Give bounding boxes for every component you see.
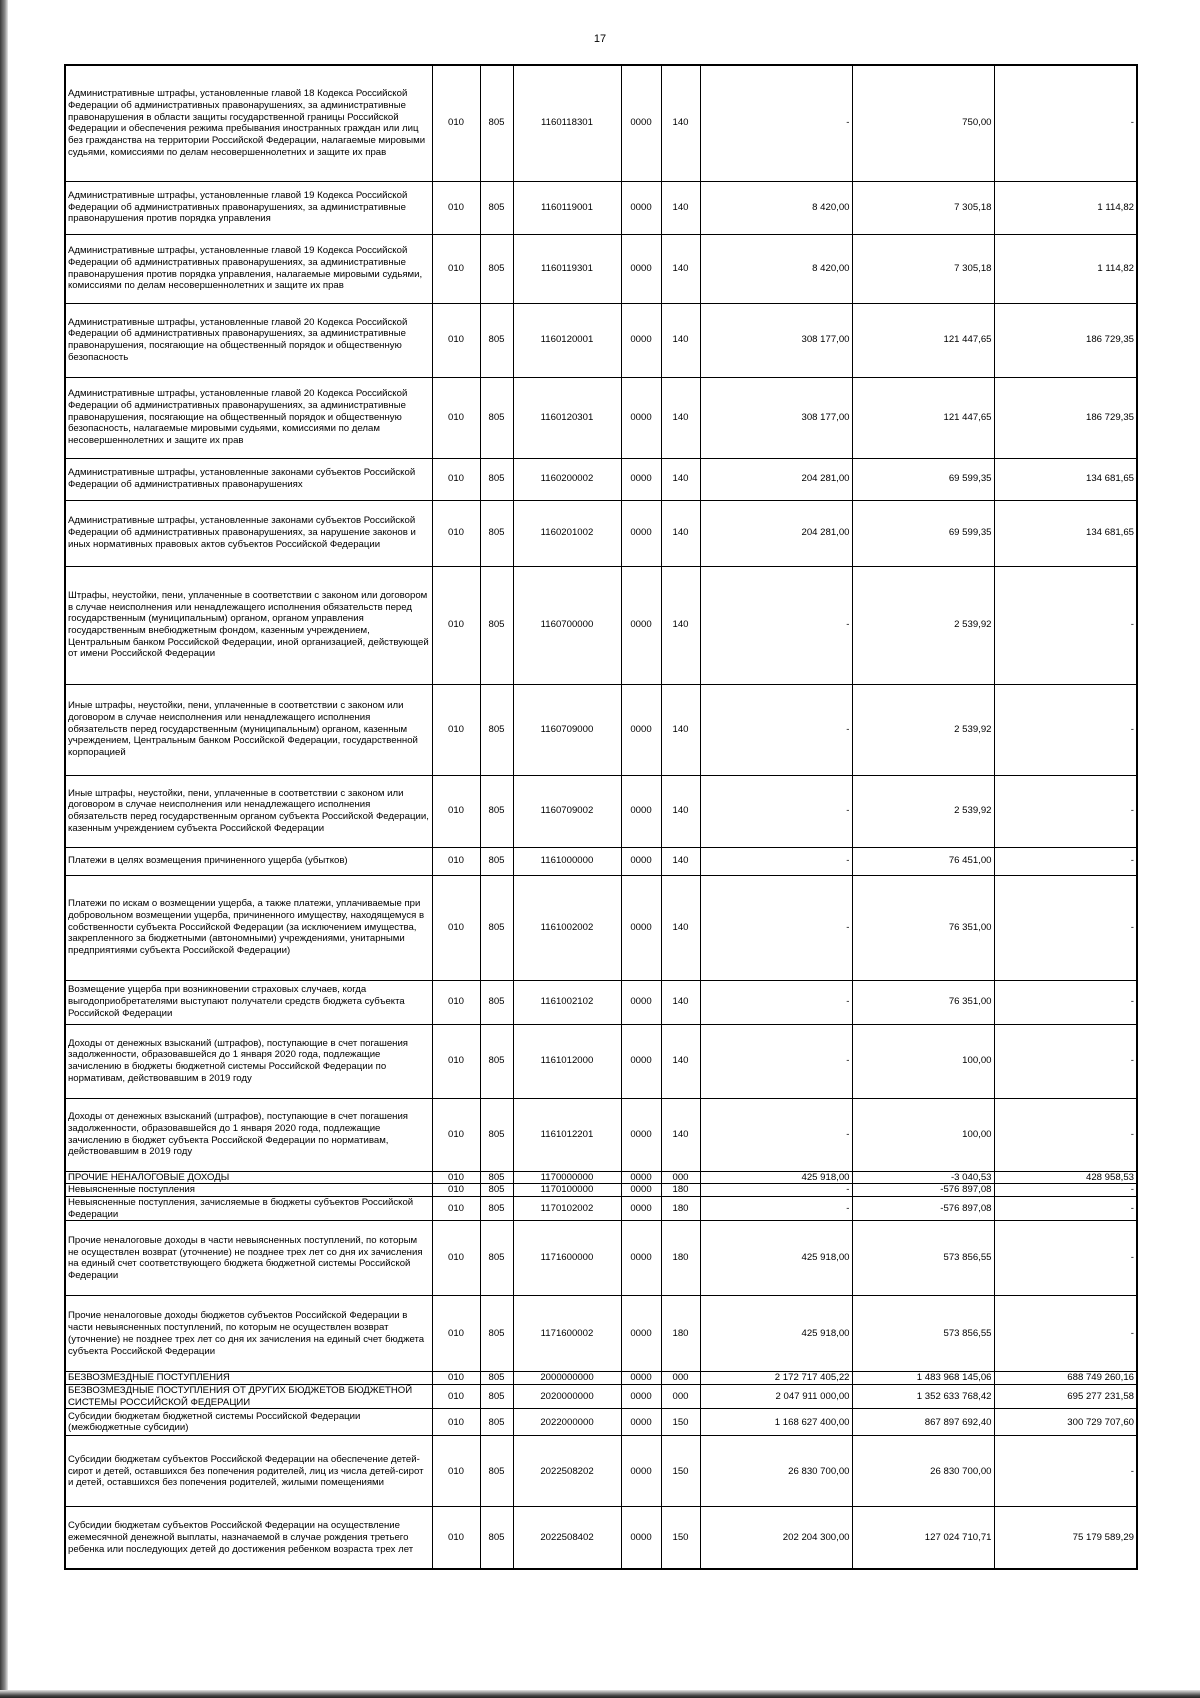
cell-description: Доходы от денежных взысканий (штрафов), поступающие в счет погашения задолженности, образовавшейся до 1 января 2020 года, подлежащие зачислению в бюджет субъекта Российской Федерации по нормативам, действовавшим в 2019 году: [65, 1098, 432, 1171]
table-row: [65, 775, 1137, 847]
table-row: [65, 65, 1137, 181]
cell-admin-code: 010: [432, 1372, 480, 1385]
cell-admin-code: 010: [432, 377, 480, 458]
cell-group-code: 805: [480, 1372, 513, 1385]
cell-unexecuted-amount: -: [994, 1296, 1137, 1372]
cell-executed-amount: 1 352 633 768,42: [852, 1385, 994, 1409]
cell-program-code: 0000: [621, 234, 661, 303]
scan-bottom-shadow: [0, 1690, 1200, 1698]
cell-admin-code: 010: [432, 1409, 480, 1436]
cell-planned-amount: 204 281,00: [700, 458, 852, 500]
cell-description: Административные штрафы, установленные главой 20 Кодекса Российской Федерации об административных правонарушениях, за административные правонарушения, посягающие на общественный порядок и общественную безопасность: [65, 303, 432, 377]
cell-executed-amount: 76 451,00: [852, 847, 994, 875]
cell-kosgu-code: 150: [661, 1409, 700, 1436]
cell-program-code: 0000: [621, 1098, 661, 1171]
cell-planned-amount: 8 420,00: [700, 181, 852, 234]
cell-planned-amount: -: [700, 1024, 852, 1098]
cell-description: Доходы от денежных взысканий (штрафов), поступающие в счет погашения задолженности, образовавшейся до 1 января 2020 года, подлежащие зачислению в бюджеты бюджетной системы Российской Федерации по нормативам, действовавшим в 2019 году: [65, 1024, 432, 1098]
table-row: [65, 875, 1137, 980]
table-row: [65, 1409, 1137, 1436]
cell-description: БЕЗВОЗМЕЗДНЫЕ ПОСТУПЛЕНИЯ: [65, 1372, 432, 1385]
cell-unexecuted-amount: -: [994, 1221, 1137, 1296]
table-row: [65, 458, 1137, 500]
cell-executed-amount: -576 897,08: [852, 1184, 994, 1197]
cell-kosgu-code: 140: [661, 65, 700, 181]
cell-planned-amount: -: [700, 566, 852, 684]
cell-group-code: 805: [480, 458, 513, 500]
cell-kosgu-code: 180: [661, 1184, 700, 1197]
cell-description: Возмещение ущерба при возникновении страховых случаев, когда выгодоприобретателями выступают получатели средств бюджета субъекта Российской Федерации: [65, 980, 432, 1024]
cell-kosgu-code: 140: [661, 980, 700, 1024]
table-row: [65, 500, 1137, 566]
cell-revenue-code: 1160709002: [513, 775, 621, 847]
cell-kosgu-code: 140: [661, 181, 700, 234]
cell-revenue-code: 1161002102: [513, 980, 621, 1024]
cell-planned-amount: -: [700, 1196, 852, 1220]
cell-kosgu-code: 140: [661, 847, 700, 875]
cell-revenue-code: 1161012201: [513, 1098, 621, 1171]
cell-program-code: 0000: [621, 500, 661, 566]
cell-admin-code: 010: [432, 1385, 480, 1409]
cell-unexecuted-amount: -: [994, 1024, 1137, 1098]
cell-planned-amount: 425 918,00: [700, 1171, 852, 1184]
cell-kosgu-code: 140: [661, 1024, 700, 1098]
cell-program-code: 0000: [621, 1024, 661, 1098]
cell-unexecuted-amount: -: [994, 65, 1137, 181]
cell-revenue-code: 1171600002: [513, 1296, 621, 1372]
table-row: [65, 1184, 1137, 1197]
cell-revenue-code: 1170102002: [513, 1196, 621, 1220]
cell-revenue-code: 1160709000: [513, 684, 621, 775]
cell-group-code: 805: [480, 566, 513, 684]
table-row: [65, 377, 1137, 458]
cell-program-code: 0000: [621, 1507, 661, 1569]
cell-planned-amount: 308 177,00: [700, 303, 852, 377]
cell-admin-code: 010: [432, 234, 480, 303]
cell-executed-amount: -576 897,08: [852, 1196, 994, 1220]
cell-group-code: 805: [480, 1296, 513, 1372]
table-row: [65, 1372, 1137, 1385]
cell-executed-amount: 69 599,35: [852, 458, 994, 500]
cell-program-code: 0000: [621, 684, 661, 775]
page-number: 17: [593, 33, 607, 45]
cell-admin-code: 010: [432, 1507, 480, 1569]
table-row: [65, 303, 1137, 377]
cell-unexecuted-amount: 1 114,82: [994, 234, 1137, 303]
cell-program-code: 0000: [621, 1196, 661, 1220]
cell-revenue-code: 1161002002: [513, 875, 621, 980]
cell-revenue-code: 1160200002: [513, 458, 621, 500]
cell-admin-code: 010: [432, 847, 480, 875]
cell-program-code: 0000: [621, 181, 661, 234]
cell-planned-amount: -: [700, 1184, 852, 1197]
cell-executed-amount: 76 351,00: [852, 875, 994, 980]
cell-admin-code: 010: [432, 303, 480, 377]
cell-unexecuted-amount: -: [994, 775, 1137, 847]
cell-kosgu-code: 140: [661, 775, 700, 847]
cell-unexecuted-amount: 75 179 589,29: [994, 1507, 1137, 1569]
cell-kosgu-code: 150: [661, 1436, 700, 1507]
cell-admin-code: 010: [432, 875, 480, 980]
cell-executed-amount: 2 539,92: [852, 775, 994, 847]
cell-group-code: 805: [480, 1098, 513, 1171]
cell-revenue-code: 2020000000: [513, 1385, 621, 1409]
cell-unexecuted-amount: -: [994, 1196, 1137, 1220]
cell-group-code: 805: [480, 1436, 513, 1507]
cell-description: Невыясненные поступления, зачисляемые в бюджеты субъектов Российской Федерации: [65, 1196, 432, 1220]
table-row: [65, 1221, 1137, 1296]
table-row: [65, 847, 1137, 875]
cell-planned-amount: -: [700, 684, 852, 775]
cell-kosgu-code: 180: [661, 1196, 700, 1220]
cell-admin-code: 010: [432, 1221, 480, 1296]
cell-planned-amount: -: [700, 775, 852, 847]
cell-revenue-code: 1161012000: [513, 1024, 621, 1098]
cell-revenue-code: 1160119301: [513, 234, 621, 303]
cell-kosgu-code: 140: [661, 377, 700, 458]
cell-kosgu-code: 140: [661, 458, 700, 500]
cell-unexecuted-amount: -: [994, 566, 1137, 684]
cell-program-code: 0000: [621, 458, 661, 500]
cell-revenue-code: 1160120301: [513, 377, 621, 458]
cell-revenue-code: 2000000000: [513, 1372, 621, 1385]
cell-unexecuted-amount: 134 681,65: [994, 500, 1137, 566]
cell-planned-amount: -: [700, 1098, 852, 1171]
scan-edge-shadow: [0, 0, 8, 1698]
cell-revenue-code: 1171600000: [513, 1221, 621, 1296]
cell-planned-amount: 26 830 700,00: [700, 1436, 852, 1507]
cell-group-code: 805: [480, 1196, 513, 1220]
cell-kosgu-code: 140: [661, 500, 700, 566]
cell-kosgu-code: 140: [661, 684, 700, 775]
cell-unexecuted-amount: 186 729,35: [994, 377, 1137, 458]
cell-program-code: 0000: [621, 1184, 661, 1197]
cell-admin-code: 010: [432, 65, 480, 181]
cell-revenue-code: 1160118301: [513, 65, 621, 181]
cell-description: Штрафы, неустойки, пени, уплаченные в соответствии с законом или договором в случае неисполнения или ненадлежащего исполнения обязательств перед государственным (муниципальным) органом, органом управления государственным внебюджетным фондом, казенным учреждением, Центральным банком Российской Федерации, иной организацией, действующей от имени Российской Федерации: [65, 566, 432, 684]
cell-program-code: 0000: [621, 1436, 661, 1507]
table-row: [65, 1436, 1137, 1507]
cell-admin-code: 010: [432, 1296, 480, 1372]
table-row: [65, 1098, 1137, 1171]
cell-unexecuted-amount: 428 958,53: [994, 1171, 1137, 1184]
cell-executed-amount: 750,00: [852, 65, 994, 181]
table-row: [65, 1171, 1137, 1184]
cell-description: Административные штрафы, установленные главой 18 Кодекса Российской Федерации об административных правонарушениях, за административные правонарушения в области защиты государственной границы Российской Федерации и обеспечения режима пребывания иностранных граждан или лиц без гражданства на территории Российской Федерации, налагаемые мировыми судьями, комиссиями по делам несовершеннолетних и защите их прав: [65, 65, 432, 181]
table-row: [65, 1507, 1137, 1569]
cell-unexecuted-amount: -: [994, 1184, 1137, 1197]
cell-planned-amount: 202 204 300,00: [700, 1507, 852, 1569]
cell-executed-amount: 867 897 692,40: [852, 1409, 994, 1436]
cell-revenue-code: 2022508202: [513, 1436, 621, 1507]
cell-group-code: 805: [480, 1221, 513, 1296]
cell-group-code: 805: [480, 980, 513, 1024]
cell-description: БЕЗВОЗМЕЗДНЫЕ ПОСТУПЛЕНИЯ ОТ ДРУГИХ БЮДЖЕТОВ БЮДЖЕТНОЙ СИСТЕМЫ РОССИЙСКОЙ ФЕДЕРАЦИИ: [65, 1385, 432, 1409]
cell-executed-amount: 1 483 968 145,06: [852, 1372, 994, 1385]
cell-revenue-code: 1160120001: [513, 303, 621, 377]
cell-group-code: 805: [480, 875, 513, 980]
cell-unexecuted-amount: 695 277 231,58: [994, 1385, 1137, 1409]
cell-executed-amount: 7 305,18: [852, 234, 994, 303]
cell-description: ПРОЧИЕ НЕНАЛОГОВЫЕ ДОХОДЫ: [65, 1171, 432, 1184]
cell-admin-code: 010: [432, 1171, 480, 1184]
cell-planned-amount: -: [700, 847, 852, 875]
cell-planned-amount: -: [700, 65, 852, 181]
cell-group-code: 805: [480, 1171, 513, 1184]
table-row: [65, 234, 1137, 303]
cell-revenue-code: 1160119001: [513, 181, 621, 234]
cell-admin-code: 010: [432, 1098, 480, 1171]
cell-kosgu-code: 180: [661, 1296, 700, 1372]
cell-planned-amount: 425 918,00: [700, 1296, 852, 1372]
cell-description: Административные штрафы, установленные законами субъектов Российской Федерации об административных правонарушениях, за нарушение законов и иных нормативных правовых актов субъектов Российской Федерации: [65, 500, 432, 566]
cell-executed-amount: 26 830 700,00: [852, 1436, 994, 1507]
cell-admin-code: 010: [432, 458, 480, 500]
table-row: [65, 1196, 1137, 1220]
cell-description: Иные штрафы, неустойки, пени, уплаченные в соответствии с законом или договором в случае неисполнения или ненадлежащего исполнения обязательств перед государственным (муниципальным) органом, казенным учреждением, Центральным банком Российской Федерации, государственной корпорацией: [65, 684, 432, 775]
cell-kosgu-code: 140: [661, 234, 700, 303]
cell-group-code: 805: [480, 303, 513, 377]
cell-description: Административные штрафы, установленные законами субъектов Российской Федерации об административных правонарушениях: [65, 458, 432, 500]
cell-unexecuted-amount: -: [994, 847, 1137, 875]
cell-group-code: 805: [480, 181, 513, 234]
cell-description: Платежи в целях возмещения причиненного ущерба (убытков): [65, 847, 432, 875]
cell-admin-code: 010: [432, 980, 480, 1024]
cell-description: Административные штрафы, установленные главой 19 Кодекса Российской Федерации об административных правонарушениях, за административные правонарушения против порядка управления: [65, 181, 432, 234]
cell-kosgu-code: 000: [661, 1385, 700, 1409]
cell-program-code: 0000: [621, 566, 661, 684]
cell-program-code: 0000: [621, 1221, 661, 1296]
cell-planned-amount: 2 047 911 000,00: [700, 1385, 852, 1409]
cell-planned-amount: -: [700, 980, 852, 1024]
cell-group-code: 805: [480, 1385, 513, 1409]
cell-admin-code: 010: [432, 1184, 480, 1197]
cell-admin-code: 010: [432, 566, 480, 684]
cell-unexecuted-amount: -: [994, 1098, 1137, 1171]
cell-unexecuted-amount: 1 114,82: [994, 181, 1137, 234]
cell-program-code: 0000: [621, 1372, 661, 1385]
cell-executed-amount: 7 305,18: [852, 181, 994, 234]
cell-revenue-code: 1170100000: [513, 1184, 621, 1197]
cell-planned-amount: 204 281,00: [700, 500, 852, 566]
cell-program-code: 0000: [621, 980, 661, 1024]
table-row: [65, 684, 1137, 775]
cell-group-code: 805: [480, 65, 513, 181]
cell-revenue-code: 1170000000: [513, 1171, 621, 1184]
cell-kosgu-code: 140: [661, 875, 700, 980]
cell-unexecuted-amount: 688 749 260,16: [994, 1372, 1137, 1385]
cell-kosgu-code: 140: [661, 1098, 700, 1171]
cell-unexecuted-amount: -: [994, 875, 1137, 980]
cell-description: Субсидии бюджетам субъектов Российской Федерации на обеспечение детей-сирот и детей, оставшихся без попечения родителей, лиц из числа детей-сирот и детей, оставшихся без попечения родителей, жилыми помещениями: [65, 1436, 432, 1507]
cell-admin-code: 010: [432, 181, 480, 234]
cell-description: Иные штрафы, неустойки, пени, уплаченные в соответствии с законом или договором в случае неисполнения или ненадлежащего исполнения обязательств перед государственным органом субъекта Российской Федерации, казенным учреждением субъекта Российской Федерации: [65, 775, 432, 847]
cell-revenue-code: 1161000000: [513, 847, 621, 875]
cell-executed-amount: 100,00: [852, 1024, 994, 1098]
cell-program-code: 0000: [621, 775, 661, 847]
cell-unexecuted-amount: 134 681,65: [994, 458, 1137, 500]
cell-group-code: 805: [480, 1024, 513, 1098]
cell-unexecuted-amount: 300 729 707,60: [994, 1409, 1137, 1436]
cell-planned-amount: 2 172 717 405,22: [700, 1372, 852, 1385]
cell-program-code: 0000: [621, 1171, 661, 1184]
cell-group-code: 805: [480, 775, 513, 847]
cell-group-code: 805: [480, 684, 513, 775]
table-row: [65, 980, 1137, 1024]
cell-program-code: 0000: [621, 377, 661, 458]
cell-program-code: 0000: [621, 1296, 661, 1372]
cell-executed-amount: 69 599,35: [852, 500, 994, 566]
cell-description: Субсидии бюджетам субъектов Российской Федерации на осуществление ежемесячной денежной выплаты, назначаемой в случае рождения третьего ребенка или последующих детей до достижения ребенком возраста трех лет: [65, 1507, 432, 1569]
table-row: [65, 181, 1137, 234]
cell-revenue-code: 1160700000: [513, 566, 621, 684]
cell-unexecuted-amount: -: [994, 684, 1137, 775]
table-row: [65, 566, 1137, 684]
table-row: [65, 1385, 1137, 1409]
cell-group-code: 805: [480, 1184, 513, 1197]
cell-group-code: 805: [480, 1507, 513, 1569]
table-row: [65, 1296, 1137, 1372]
revenue-table: [64, 64, 1138, 1570]
cell-program-code: 0000: [621, 65, 661, 181]
cell-unexecuted-amount: -: [994, 980, 1137, 1024]
table-row: [65, 1024, 1137, 1098]
cell-program-code: 0000: [621, 303, 661, 377]
cell-executed-amount: 2 539,92: [852, 566, 994, 684]
cell-program-code: 0000: [621, 847, 661, 875]
cell-kosgu-code: 150: [661, 1507, 700, 1569]
cell-program-code: 0000: [621, 1409, 661, 1436]
cell-admin-code: 010: [432, 1436, 480, 1507]
cell-kosgu-code: 000: [661, 1372, 700, 1385]
cell-description: Прочие неналоговые доходы в части невыясненных поступлений, по которым не осуществлен возврат (уточнение) не позднее трех лет со дня их зачисления на единый счет соответствующего бюджета бюджетной системы Российской Федерации: [65, 1221, 432, 1296]
cell-kosgu-code: 140: [661, 303, 700, 377]
cell-admin-code: 010: [432, 1024, 480, 1098]
cell-planned-amount: 425 918,00: [700, 1221, 852, 1296]
cell-revenue-code: 2022508402: [513, 1507, 621, 1569]
cell-kosgu-code: 000: [661, 1171, 700, 1184]
cell-unexecuted-amount: -: [994, 1436, 1137, 1507]
cell-executed-amount: -3 040,53: [852, 1171, 994, 1184]
cell-executed-amount: 2 539,92: [852, 684, 994, 775]
cell-revenue-code: 1160201002: [513, 500, 621, 566]
cell-description: Прочие неналоговые доходы бюджетов субъектов Российской Федерации в части невыясненных поступлений, по которым не осуществлен возврат (уточнение) не позднее трех лет со дня их зачисления на единый счет бюджета субъекта Российской Федерации: [65, 1296, 432, 1372]
cell-executed-amount: 121 447,65: [852, 303, 994, 377]
cell-group-code: 805: [480, 500, 513, 566]
cell-group-code: 805: [480, 847, 513, 875]
cell-admin-code: 010: [432, 775, 480, 847]
cell-executed-amount: 100,00: [852, 1098, 994, 1171]
cell-admin-code: 010: [432, 684, 480, 775]
cell-executed-amount: 127 024 710,71: [852, 1507, 994, 1569]
cell-admin-code: 010: [432, 500, 480, 566]
cell-revenue-code: 2022000000: [513, 1409, 621, 1436]
cell-executed-amount: 76 351,00: [852, 980, 994, 1024]
cell-admin-code: 010: [432, 1196, 480, 1220]
cell-description: Субсидии бюджетам бюджетной системы Российской Федерации (межбюджетные субсидии): [65, 1409, 432, 1436]
cell-description: Административные штрафы, установленные главой 19 Кодекса Российской Федерации об административных правонарушениях, за административные правонарушения против порядка управления, налагаемые мировыми судьями, комиссиями по делам несовершеннолетних и защите их прав: [65, 234, 432, 303]
cell-executed-amount: 121 447,65: [852, 377, 994, 458]
cell-planned-amount: 1 168 627 400,00: [700, 1409, 852, 1436]
cell-group-code: 805: [480, 377, 513, 458]
cell-group-code: 805: [480, 1409, 513, 1436]
cell-group-code: 805: [480, 234, 513, 303]
cell-planned-amount: 8 420,00: [700, 234, 852, 303]
cell-description: Невыясненные поступления: [65, 1184, 432, 1197]
cell-planned-amount: -: [700, 875, 852, 980]
cell-planned-amount: 308 177,00: [700, 377, 852, 458]
cell-description: Платежи по искам о возмещении ущерба, а также платежи, уплачиваемые при добровольном возмещении ущерба, причиненного имуществу, находящемуся в собственности субъекта Российской Федерации (за исключением имущества, закрепленного за бюджетными (автономными) учреждениями, унитарными предприятиями субъекта Российской Федерации): [65, 875, 432, 980]
cell-executed-amount: 573 856,55: [852, 1296, 994, 1372]
cell-program-code: 0000: [621, 1385, 661, 1409]
cell-executed-amount: 573 856,55: [852, 1221, 994, 1296]
cell-unexecuted-amount: 186 729,35: [994, 303, 1137, 377]
cell-program-code: 0000: [621, 875, 661, 980]
cell-kosgu-code: 180: [661, 1221, 700, 1296]
cell-kosgu-code: 140: [661, 566, 700, 684]
cell-description: Административные штрафы, установленные главой 20 Кодекса Российской Федерации об административных правонарушениях, за административные правонарушения, посягающие на общественный порядок и общественную безопасность, налагаемые мировыми судьями, комиссиями по делам несовершеннолетних и защите их прав: [65, 377, 432, 458]
